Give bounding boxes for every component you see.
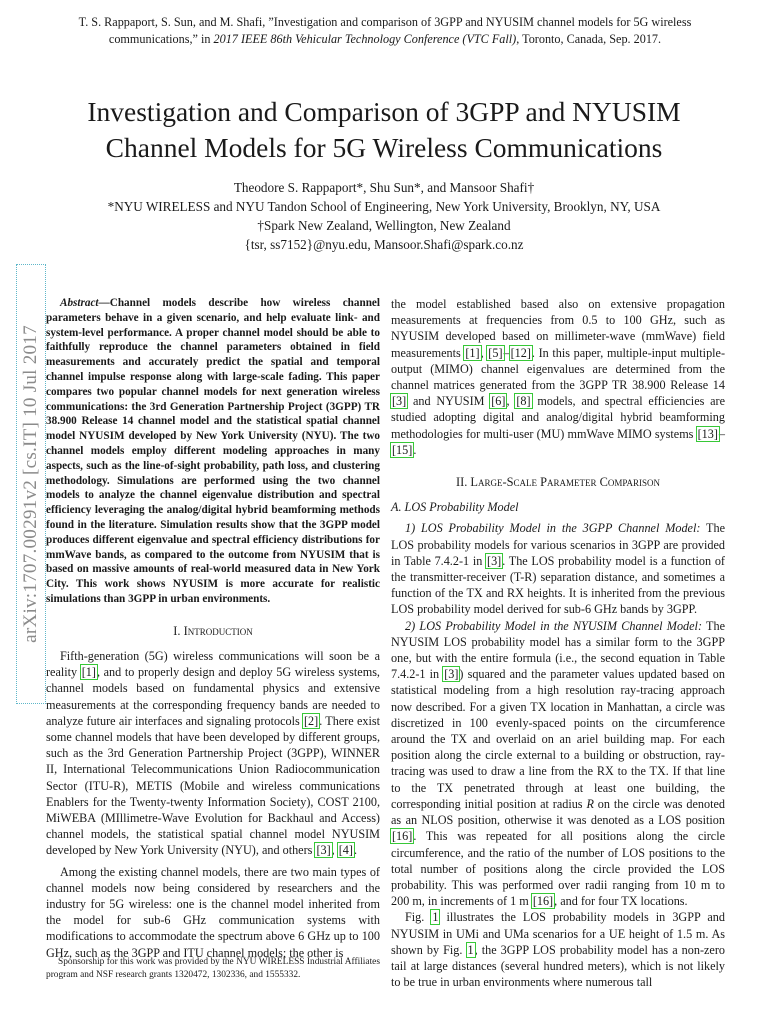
citation-link[interactable]: [16] xyxy=(392,829,413,844)
citation-link[interactable]: [6] xyxy=(491,394,506,409)
citation-link[interactable]: [5] xyxy=(488,345,503,360)
citation-link[interactable]: [8] xyxy=(516,394,531,409)
citation-link[interactable]: [12] xyxy=(510,345,531,360)
right-column xyxy=(391,296,725,990)
author-emails: {tsr, ss7152}@nyu.edu, Mansoor.Shafi@spark.co.nz xyxy=(244,237,524,252)
affiliation-1: *NYU WIRELESS and NYU Tandon School of Engineering, New York University, Brooklyn, NY, USA xyxy=(107,199,661,214)
title-line-2: Channel Models for 5G Wireless Communications xyxy=(105,132,663,163)
author-names: Theodore S. Rappaport*, Shu Sun*, and Mansoor Shafi† xyxy=(233,180,535,195)
paragraph-los-3gpp: 1) LOS Probability Model in the 3GPP Channel Model: The LOS probability models for various scenarios in 3GPP are provided in Table 7.4.2-1 in [3]. The LOS probability model is a function of the transmitter-receiver (T-R) separation distance, and sometimes a function of the TX and RX heights. It is inherited from the previous LOS probability model derived for sub-6 GHz bands by 3GPP. xyxy=(391,521,726,617)
left-column xyxy=(46,296,380,961)
citation-link[interactable]: [16] xyxy=(532,894,554,909)
citation-line-2: communications,” in 2017 IEEE 86th Vehicular Technology Conference (VTC Fall), Toronto, Canada, Sep. 2017. xyxy=(108,32,662,46)
figure-link[interactable]: 1 xyxy=(432,910,439,925)
intro-paragraph-2: Among the existing channel models, there are two main types of channel models now being considered by researchers and the industry for 5G wireless: one is the channel model inherited from the model for sub-6 GHz communication systems with modifications to accommodate the spectrum above 6 GHz up to 100 GHz, such as the 3GPP and ITU channel models; the other is xyxy=(46,864,380,960)
subsection-heading-los: A. LOS Probability Model xyxy=(391,500,519,515)
arxiv-stamp-box[interactable] xyxy=(16,264,46,704)
citation-link[interactable]: [3] xyxy=(487,553,502,568)
citation-link[interactable]: [15] xyxy=(392,442,413,457)
footnote: Sponsorship for this work was provided by the NYU WIRELESS Industrial Affiliates program and NSF research grants 1320472, 1302336, and 1555332. xyxy=(46,957,380,980)
citation-link[interactable]: [3] xyxy=(316,843,331,858)
affiliation-2: †Spark New Zealand, Wellington, New Zealand xyxy=(257,218,511,233)
citation-header xyxy=(40,14,730,48)
citation-link[interactable]: [1] xyxy=(81,665,96,680)
author-block xyxy=(40,178,728,254)
paragraph-figure-1: Fig. 1 illustrates the LOS probability models in 3GPP and NYUSIM in UMi and UMa scenarios for a UE height of 1.5 m. As shown by Fig. 1, the 3GPP LOS probability model has a non-zero tail at large distances (several hundred meters), which is not likely to be true in urban environments where numerous tall xyxy=(391,910,725,990)
citation-link[interactable]: [3] xyxy=(392,394,407,409)
paper-title xyxy=(30,94,738,166)
abstract xyxy=(46,296,380,607)
figure-link[interactable]: 1 xyxy=(467,942,474,957)
paragraph-los-nyusim: 2) LOS Probability Model in the NYUSIM Channel Model: The NYUSIM LOS probability model has a similar form to the 3GPP one, but with the entire formula (i.e., the second equation in Table 7.4.2-1 in [3]) squared and the parameter values updated based on statistical modeling from a high resolution ray-tracing approach now described. For a given TX location in Manhattan, a circle was discretized in 100 evenly-spaced points on the circumference around the TX and overlaid on an ariel building map. For each position along the circle external to a building or obstruction, ray-tracing was used to draw a line from the RX to the TX. If that line to the TX penetrated through at least one building, the corresponding initial position at radius R on the circle was denoted as an NLOS position, otherwise it was denoted as a LOS position [16]. This was repeated for all positions along the circle circumference, and the ratio of the number of LOS positions to the total number of positions along the circle provided the LOS probability. This was performed over radii ranging from 10 m to 200 m, in increments of 1 m [16], and for four TX locations. xyxy=(391,618,726,909)
intro-paragraph-1: Fifth-generation (5G) wireless communications will soon be a reality [1], and to properly design and deploy 5G wireless systems, channel models based on fundamental physics and extensive measurements at the corresponding frequency bands are needed to analyze future air interfaces and signaling protocols [2]. There exist some channel models that have been developed by different groups, such as the 3rd Generation Partnership Project (3GPP), WINNER II, International Telecommunications Union Radiocommunication Sector (ITU-R), METIS (Mobile and wireless communications Enablers for the Twenty-twenty Information Society), COST 2100, MiWEBA (MIllimetre-Wave Evolution for Backhaul and Access) channel models, the statistical spatial channel model NYUSIM developed by New York University (NYU), and others [3], [4]. xyxy=(46,648,380,858)
citation-line-1: T. S. Rappaport, S. Sun, and M. Shafi, ”Investigation and comparison of 3GPP and NYUSIM channel models for 5G wireless xyxy=(78,15,692,29)
arxiv-stamp[interactable]: arXiv:1707.00291v2 [cs.IT] 10 Jul 2017 xyxy=(20,325,41,643)
citation-link[interactable]: [2] xyxy=(304,713,319,728)
citation-link[interactable]: [3] xyxy=(444,667,459,682)
section-heading-large-scale: II. Large-Scale Parameter Comparison xyxy=(455,475,661,490)
intro-paragraph-continued: the model established based also on extensive propagation measurements at frequencies from 0.5 to 100 GHz, such as NYUSIM developed based on millimeter-wave (mmWave) field measurements [1], [5]–[12]. In this paper, multiple-input multiple-output (MIMO) channel eigenvalues are determined from the channel matrices generated from the 3GPP TR 38.900 Release 14 [3] and NYUSIM [6], [8] models, and spectral efficiencies are studied adopting digital and analog/digital hybrid beamforming methodologies for multi-user (MU) mmWave MIMO systems [13]–[15]. xyxy=(391,297,726,457)
citation-link[interactable]: [13] xyxy=(697,426,718,441)
section-heading-introduction: I. Introduction xyxy=(173,623,253,638)
abstract-label: Abstract xyxy=(60,297,99,309)
subsubsection-heading: 1) LOS Probability Model in the 3GPP Channel Model: xyxy=(405,521,701,536)
citation-link[interactable]: [4] xyxy=(338,843,353,858)
abstract-text: —Channel models describe how wireless channel parameters behave in a given scenario, and help evaluate link- and system-level performance. A proper channel model should be able to faithfully reproduce the channel parameters obtained in field measurements and accurately predict the spatial and temporal channel impulse response along with large-scale fading. This paper compares two popular channel models for next generation wireless communications: the 3rd Generation Partnership Project (3GPP) TR 38.900 Release 14 channel model and the statistical spatial channel model NYUSIM developed by New York University (NYU). The two channel models employ different modeling approaches in many aspects, such as the line-of-sight probability, path loss, and clustering methodology. Simulations are performed using the two channel models to analyze the channel eigenvalue distribution and spectral efficiency leveraging the analog/digital hybrid beamforming methods found in the literature. Simulation results show that the 3GPP model produces different eigenvalue and spectral efficiency distributions for mmWave bands, as compared to the outcome from NYUSIM that is based on massive amounts of real-world measured data in New York City. This work shows NYUSIM is more accurate for realistic simulations than 3GPP in urban environments. xyxy=(46,297,380,605)
subsubsection-heading: 2) LOS Probability Model in the NYUSIM Channel Model: xyxy=(405,618,702,633)
citation-venue: 2017 IEEE 86th Vehicular Technology Conference (VTC Fall) xyxy=(213,32,517,46)
title-line-1: Investigation and Comparison of 3GPP and NYUSIM xyxy=(87,96,681,127)
citation-link[interactable]: [1] xyxy=(465,345,480,360)
math-variable: R xyxy=(586,796,594,811)
